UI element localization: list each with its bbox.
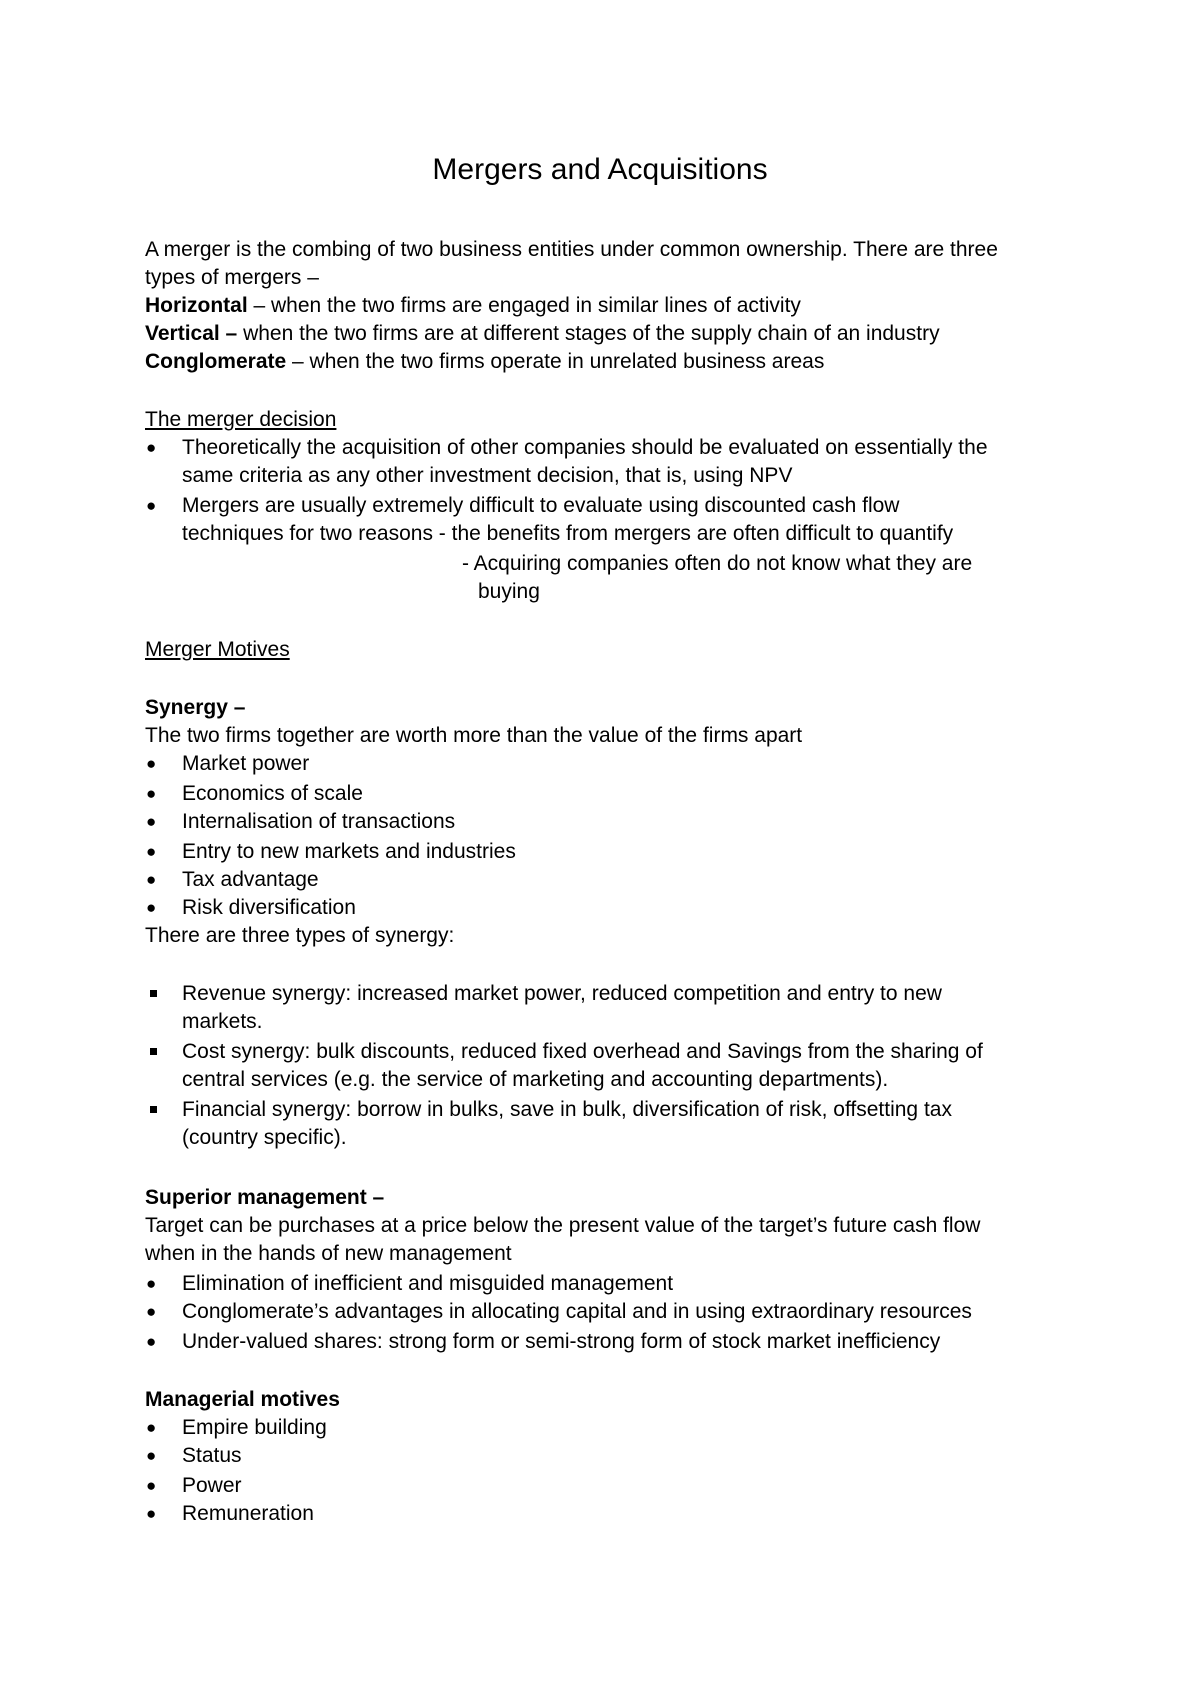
bullet-dot-icon: ● — [146, 784, 157, 803]
synergy-type-3-line-2: (country specific). — [182, 1126, 347, 1149]
bullet-dot-icon: ● — [146, 1274, 157, 1293]
type-desc: when the two firms are at different stages of the supply chain of an industry — [237, 322, 940, 345]
synergy-type-2-line-1: Cost synergy: bulk discounts, reduced fixed overhead and Savings from the sharing of — [182, 1040, 983, 1063]
type-term: Horizontal — [145, 294, 248, 317]
synergy-type-3-line-1: Financial synergy: borrow in bulks, save in bulk, diversification of risk, offsetting tax — [182, 1098, 952, 1121]
type-desc: – when the two firms are engaged in similar lines of activity — [247, 294, 801, 317]
synergy-type-1-line-2: markets. — [182, 1010, 263, 1033]
square-bullet-icon — [150, 1106, 157, 1113]
merger-type-horizontal — [145, 292, 801, 320]
bullet-dot-icon: ● — [146, 1332, 157, 1351]
list-item: Internalisation of transactions — [182, 810, 456, 833]
bullet-dot-icon: ● — [146, 842, 157, 861]
decision-bullet-2-line-1: Mergers are usually extremely difficult to evaluate using discounted cash flow — [182, 494, 900, 517]
list-item: Economics of scale — [182, 782, 363, 805]
bullet-dot-icon: ● — [146, 870, 157, 889]
merger-type-vertical — [145, 320, 940, 348]
type-desc: – when the two firms operate in unrelated business areas — [286, 350, 825, 373]
superior-management-heading — [145, 1184, 384, 1212]
section-heading-merger-decision — [145, 406, 336, 434]
list-item: Remuneration — [182, 1502, 314, 1525]
section-heading-merger-motives — [145, 636, 290, 664]
decision-bullet-1-line-1: Theoretically the acquisition of other companies should be evaluated on essentially the — [182, 436, 988, 459]
list-item: Under-valued shares: strong form or semi-strong form of stock market inefficiency — [182, 1330, 941, 1353]
list-item: Elimination of inefficient and misguided management — [182, 1272, 674, 1295]
heading-text: Superior management – — [145, 1186, 385, 1209]
list-item: Risk diversification — [182, 896, 356, 919]
heading-text: The merger decision — [145, 408, 337, 431]
bullet-dot-icon: ● — [146, 1418, 157, 1437]
synergy-desc: The two firms together are worth more than the value of the firms apart — [145, 724, 803, 747]
merger-type-conglomerate — [145, 348, 824, 376]
bullet-dot-icon: ● — [146, 438, 157, 457]
heading-text: Synergy – — [145, 696, 246, 719]
list-item: Market power — [182, 752, 310, 775]
intro-line-2: types of mergers – — [145, 266, 319, 289]
bullet-dot-icon: ● — [146, 812, 157, 831]
bullet-dot-icon: ● — [146, 898, 157, 917]
superior-line-2: when in the hands of new management — [145, 1242, 512, 1265]
superior-line-1: Target can be purchases at a price below the present value of the target’s future cash flow — [145, 1214, 981, 1237]
decision-bullet-1-line-2: same criteria as any other investment decision, that is, using NPV — [182, 464, 793, 487]
square-bullet-icon — [150, 1048, 157, 1055]
list-item: Empire building — [182, 1416, 327, 1439]
synergy-heading — [145, 694, 245, 722]
decision-bullet-2-line-3: - Acquiring companies often do not know what they are — [462, 552, 973, 575]
list-item: Conglomerate’s advantages in allocating capital and in using extraordinary resources — [182, 1300, 972, 1323]
managerial-motives-heading — [145, 1386, 340, 1414]
synergy-type-2-line-2: central services (e.g. the service of marketing and accounting departments). — [182, 1068, 889, 1091]
synergy-type-1-line-1: Revenue synergy: increased market power, reduced competition and entry to new — [182, 982, 942, 1005]
bullet-dot-icon: ● — [146, 1446, 157, 1465]
heading-text: Managerial motives — [145, 1388, 340, 1411]
bullet-dot-icon: ● — [146, 1504, 157, 1523]
bullet-dot-icon: ● — [146, 754, 157, 773]
bullet-dot-icon: ● — [146, 1476, 157, 1495]
decision-bullet-2-line-4: buying — [478, 580, 540, 603]
list-item: Power — [182, 1474, 242, 1497]
list-item: Status — [182, 1444, 242, 1467]
decision-bullet-2-line-2: techniques for two reasons - the benefits from mergers are often difficult to quantify — [182, 522, 954, 545]
bullet-dot-icon: ● — [146, 496, 157, 515]
synergy-types-intro: There are three types of synergy: — [145, 924, 455, 947]
heading-text: Merger Motives — [145, 638, 290, 661]
intro-line-1: A merger is the combing of two business entities under common ownership. There are three — [145, 238, 998, 261]
page-title: Mergers and Acquisitions — [432, 153, 768, 186]
type-term: Vertical – — [145, 322, 238, 345]
square-bullet-icon — [150, 990, 157, 997]
list-item: Entry to new markets and industries — [182, 840, 516, 863]
list-item: Tax advantage — [182, 868, 319, 891]
type-term: Conglomerate — [145, 350, 287, 373]
bullet-dot-icon: ● — [146, 1302, 157, 1321]
